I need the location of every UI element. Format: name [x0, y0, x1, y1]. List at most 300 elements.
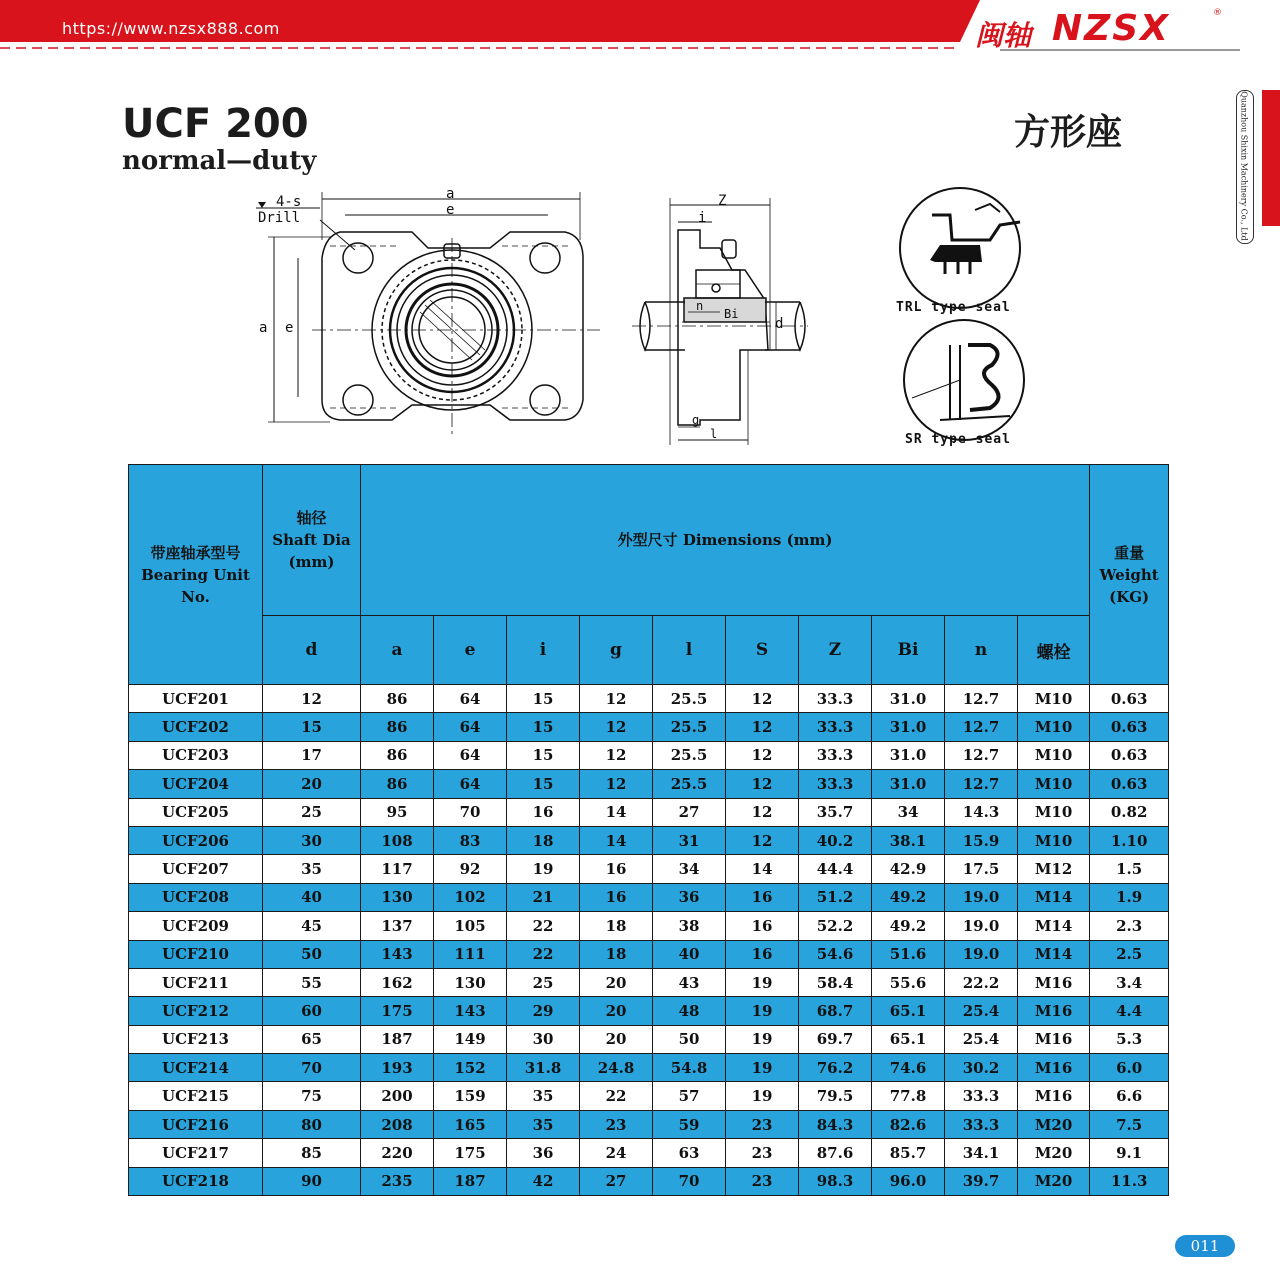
table-cell: 20 — [263, 770, 361, 798]
table-cell: 64 — [434, 770, 507, 798]
table-cell: 30 — [263, 826, 361, 854]
table-cell: 50 — [263, 940, 361, 968]
table-cell: 82.6 — [872, 1110, 945, 1138]
table-cell: 57 — [653, 1082, 726, 1110]
table-cell: 165 — [434, 1110, 507, 1138]
header-bearing-unit-en: Bearing Unit — [141, 565, 250, 584]
table-cell: M16 — [1018, 968, 1090, 996]
table-cell: 12 — [580, 770, 653, 798]
table-cell: 14 — [726, 855, 799, 883]
table-cell: 19.0 — [945, 883, 1018, 911]
model-cell: UCF213 — [129, 1025, 263, 1053]
table-cell: M20 — [1018, 1139, 1090, 1167]
table-cell: 33.3 — [799, 741, 872, 769]
table-cell: 34 — [653, 855, 726, 883]
header-weight-unit: (KG) — [1109, 587, 1150, 606]
table-cell: 12 — [726, 713, 799, 741]
table-cell: 137 — [361, 912, 434, 940]
table-cell: M14 — [1018, 940, 1090, 968]
model-cell: UCF217 — [129, 1139, 263, 1167]
table-cell: 86 — [361, 713, 434, 741]
table-cell: 15 — [507, 770, 580, 798]
table-row — [129, 1082, 1169, 1110]
table-cell: 19.0 — [945, 912, 1018, 940]
table-cell: 52.2 — [799, 912, 872, 940]
table-cell: 33.3 — [945, 1082, 1018, 1110]
model-cell: UCF207 — [129, 855, 263, 883]
table-cell: 14.3 — [945, 798, 1018, 826]
table-cell: 54.8 — [653, 1054, 726, 1082]
table-cell: M10 — [1018, 826, 1090, 854]
table-cell: 12 — [580, 741, 653, 769]
table-cell: 33.3 — [799, 770, 872, 798]
table-cell: 86 — [361, 685, 434, 713]
table-cell: 31 — [653, 826, 726, 854]
table-row — [129, 1110, 1169, 1138]
table-cell: 4.4 — [1090, 997, 1169, 1025]
table-cell: 59 — [653, 1110, 726, 1138]
table-cell: 74.6 — [872, 1054, 945, 1082]
table-cell: 31.0 — [872, 741, 945, 769]
sr-seal-label: SR type seal — [905, 432, 1011, 447]
table-cell: 20 — [580, 1025, 653, 1053]
model-cell: UCF205 — [129, 798, 263, 826]
table-cell: 30.2 — [945, 1054, 1018, 1082]
subheader-a: a — [361, 616, 434, 685]
model-cell: UCF210 — [129, 940, 263, 968]
table-cell: 40 — [263, 883, 361, 911]
model-cell: UCF202 — [129, 713, 263, 741]
table-cell: 162 — [361, 968, 434, 996]
page-subtitle: normal—duty — [122, 146, 317, 176]
table-row — [129, 997, 1169, 1025]
dim-label-holes: 4-s — [276, 194, 302, 210]
table-cell: 0.63 — [1090, 741, 1169, 769]
table-cell: 65.1 — [872, 997, 945, 1025]
dim-label-g: g — [692, 413, 700, 427]
subheader-n: n — [945, 616, 1018, 685]
table-cell: 12.7 — [945, 685, 1018, 713]
table-cell: 95 — [361, 798, 434, 826]
table-cell: 44.4 — [799, 855, 872, 883]
table-cell: 0.82 — [1090, 798, 1169, 826]
model-cell: UCF212 — [129, 997, 263, 1025]
table-cell: 42.9 — [872, 855, 945, 883]
header-dimensions: 外型尺寸 Dimensions (mm) — [361, 465, 1090, 616]
table-cell: 35.7 — [799, 798, 872, 826]
table-cell: 17 — [263, 741, 361, 769]
table-cell: 111 — [434, 940, 507, 968]
table-cell: 208 — [361, 1110, 434, 1138]
table-cell: 70 — [653, 1167, 726, 1195]
table-cell: 33.3 — [799, 713, 872, 741]
table-cell: 17.5 — [945, 855, 1018, 883]
table-cell: 12 — [726, 770, 799, 798]
table-cell: 16 — [726, 883, 799, 911]
table-cell: 50 — [653, 1025, 726, 1053]
dim-label-e-left: e — [285, 320, 294, 336]
table-cell: 43 — [653, 968, 726, 996]
table-cell: 117 — [361, 855, 434, 883]
table-cell: 38 — [653, 912, 726, 940]
table-cell: M10 — [1018, 713, 1090, 741]
table-cell: 12 — [726, 826, 799, 854]
table-cell: 19 — [507, 855, 580, 883]
model-cell: UCF216 — [129, 1110, 263, 1138]
table-cell: 14 — [580, 798, 653, 826]
model-cell: UCF215 — [129, 1082, 263, 1110]
table-cell: 29 — [507, 997, 580, 1025]
table-cell: 25.5 — [653, 741, 726, 769]
header-weight-cn: 重量 — [1114, 543, 1145, 562]
table-cell: 7.5 — [1090, 1110, 1169, 1138]
table-cell: 60 — [263, 997, 361, 1025]
table-cell: 27 — [653, 798, 726, 826]
table-cell: 12.7 — [945, 741, 1018, 769]
table-cell: 220 — [361, 1139, 434, 1167]
dim-label-a-top: a — [446, 186, 455, 202]
table-cell: 23 — [726, 1139, 799, 1167]
subheader-g: g — [580, 616, 653, 685]
table-cell: 38.1 — [872, 826, 945, 854]
table-cell: 33.3 — [799, 685, 872, 713]
table-cell: 69.7 — [799, 1025, 872, 1053]
table-cell: 48 — [653, 997, 726, 1025]
header-bearing-unit-no: No. — [181, 587, 210, 606]
model-cell: UCF214 — [129, 1054, 263, 1082]
table-cell: 49.2 — [872, 883, 945, 911]
table-cell: 12 — [726, 798, 799, 826]
table-cell: 77.8 — [872, 1082, 945, 1110]
table-cell: 16 — [580, 855, 653, 883]
table-cell: 20 — [580, 968, 653, 996]
table-cell: 23 — [580, 1110, 653, 1138]
table-cell: 25.4 — [945, 997, 1018, 1025]
table-cell: 96.0 — [872, 1167, 945, 1195]
table-cell: 16 — [580, 883, 653, 911]
table-cell: 64 — [434, 685, 507, 713]
table-row — [129, 1167, 1169, 1195]
table-row — [129, 770, 1169, 798]
table-cell: M16 — [1018, 1082, 1090, 1110]
table-cell: 51.6 — [872, 940, 945, 968]
table-cell: 22 — [507, 912, 580, 940]
model-cell: UCF211 — [129, 968, 263, 996]
table-cell: 63 — [653, 1139, 726, 1167]
table-cell: 22.2 — [945, 968, 1018, 996]
page-title: UCF 200 — [122, 101, 309, 147]
table-row — [129, 685, 1169, 713]
table-cell: 92 — [434, 855, 507, 883]
table-cell: 15 — [263, 713, 361, 741]
table-cell: 2.5 — [1090, 940, 1169, 968]
table-cell: 15 — [507, 741, 580, 769]
table-cell: M12 — [1018, 855, 1090, 883]
table-cell: 24.8 — [580, 1054, 653, 1082]
table-cell: 6.0 — [1090, 1054, 1169, 1082]
model-cell: UCF201 — [129, 685, 263, 713]
table-cell: 25 — [507, 968, 580, 996]
dim-label-l: l — [710, 427, 718, 441]
table-cell: 18 — [580, 912, 653, 940]
table-cell: 12 — [580, 685, 653, 713]
table-cell: 31.0 — [872, 685, 945, 713]
side-red-tab — [1262, 90, 1280, 226]
dim-label-z: Z — [718, 193, 727, 209]
table-cell: 27 — [580, 1167, 653, 1195]
header-shaft-unit: (mm) — [288, 553, 335, 571]
table-cell: 25.4 — [945, 1025, 1018, 1053]
table-cell: 31.0 — [872, 770, 945, 798]
table-cell: 55.6 — [872, 968, 945, 996]
table-cell: 36 — [507, 1139, 580, 1167]
table-cell: 0.63 — [1090, 770, 1169, 798]
table-cell: 70 — [434, 798, 507, 826]
front-view-drawing — [256, 192, 600, 438]
subheader-e: e — [434, 616, 507, 685]
model-cell: UCF218 — [129, 1167, 263, 1195]
table-cell: 75 — [263, 1082, 361, 1110]
table-cell: 87.6 — [799, 1139, 872, 1167]
header-bearing-unit — [129, 465, 263, 685]
table-cell: 70 — [263, 1054, 361, 1082]
table-cell: M14 — [1018, 912, 1090, 940]
page-number: 011 — [1175, 1235, 1235, 1257]
table-cell: M10 — [1018, 798, 1090, 826]
table-cell: 64 — [434, 713, 507, 741]
table-cell: 12 — [263, 685, 361, 713]
table-cell: 200 — [361, 1082, 434, 1110]
table-cell: 16 — [726, 912, 799, 940]
table-cell: 187 — [361, 1025, 434, 1053]
table-cell: 9.1 — [1090, 1139, 1169, 1167]
table-cell: 105 — [434, 912, 507, 940]
table-row — [129, 798, 1169, 826]
table-cell: 55 — [263, 968, 361, 996]
table-cell: 86 — [361, 770, 434, 798]
table-cell: 1.10 — [1090, 826, 1169, 854]
subheader-l: l — [653, 616, 726, 685]
table-cell: M16 — [1018, 1054, 1090, 1082]
subheader-bi: Bi — [872, 616, 945, 685]
table-cell: 35 — [263, 855, 361, 883]
subheader-bolt: 螺栓 — [1018, 616, 1090, 685]
table-cell: 83 — [434, 826, 507, 854]
table-cell: 25 — [263, 798, 361, 826]
table-cell: 40.2 — [799, 826, 872, 854]
table-cell: 11.3 — [1090, 1167, 1169, 1195]
table-cell: 35 — [507, 1110, 580, 1138]
table-cell: 15.9 — [945, 826, 1018, 854]
trl-seal-label: TRL type seal — [896, 300, 1011, 315]
table-cell: M20 — [1018, 1110, 1090, 1138]
table-cell: 19 — [726, 968, 799, 996]
table-cell: 3.4 — [1090, 968, 1169, 996]
table-cell: 98.3 — [799, 1167, 872, 1195]
dim-label-n: n — [696, 299, 704, 313]
header-weight-en: Weight — [1099, 565, 1159, 584]
spec-table-body — [129, 685, 1169, 1196]
dim-label-d: d — [775, 316, 784, 332]
table-cell: 76.2 — [799, 1054, 872, 1082]
table-cell: 143 — [434, 997, 507, 1025]
table-cell: 18 — [507, 826, 580, 854]
table-cell: 16 — [507, 798, 580, 826]
table-cell: 25.5 — [653, 713, 726, 741]
table-cell: 12 — [726, 741, 799, 769]
table-cell: 19 — [726, 1025, 799, 1053]
table-cell: 85.7 — [872, 1139, 945, 1167]
table-cell: 36 — [653, 883, 726, 911]
table-cell: 42 — [507, 1167, 580, 1195]
table-cell: 130 — [434, 968, 507, 996]
table-row — [129, 1054, 1169, 1082]
brand-logo-cn: 闽轴 — [975, 19, 1032, 52]
table-cell: 86 — [361, 741, 434, 769]
sr-seal-detail — [904, 320, 1024, 440]
header-shaft-cn: 轴径 — [296, 509, 327, 527]
header-bearing-unit-cn: 带座轴承型号 — [150, 543, 241, 562]
table-cell: 40 — [653, 940, 726, 968]
table-cell: 235 — [361, 1167, 434, 1195]
table-row — [129, 968, 1169, 996]
table-cell: 2.3 — [1090, 912, 1169, 940]
table-cell: M14 — [1018, 883, 1090, 911]
table-cell: 19 — [726, 997, 799, 1025]
table-cell: M10 — [1018, 741, 1090, 769]
table-cell: 54.6 — [799, 940, 872, 968]
table-cell: 58.4 — [799, 968, 872, 996]
table-cell: 79.5 — [799, 1082, 872, 1110]
table-row — [129, 713, 1169, 741]
dim-label-drill: Drill — [258, 210, 301, 226]
table-cell: 20 — [580, 997, 653, 1025]
header-shaft-en: Shaft Dia — [272, 531, 351, 549]
subheader-i: i — [507, 616, 580, 685]
table-cell: 80 — [263, 1110, 361, 1138]
table-cell: 31.8 — [507, 1054, 580, 1082]
table-cell: 65 — [263, 1025, 361, 1053]
table-row — [129, 1139, 1169, 1167]
subheader-d: d — [263, 616, 361, 685]
technical-drawing — [240, 185, 1040, 450]
model-cell: UCF203 — [129, 741, 263, 769]
table-cell: 16 — [726, 940, 799, 968]
dim-label-e-top: e — [446, 202, 455, 218]
table-cell: 12 — [580, 713, 653, 741]
table-cell: 65.1 — [872, 1025, 945, 1053]
table-cell: 68.7 — [799, 997, 872, 1025]
trl-seal-detail — [900, 188, 1020, 308]
table-cell: 51.2 — [799, 883, 872, 911]
website-url[interactable]: https://www.nzsx888.com — [62, 19, 280, 38]
table-cell: 175 — [434, 1139, 507, 1167]
table-cell: 21 — [507, 883, 580, 911]
table-cell: 31.0 — [872, 713, 945, 741]
front-view-labels — [258, 186, 454, 336]
header-shaft-dia — [263, 465, 361, 616]
model-cell: UCF206 — [129, 826, 263, 854]
table-cell: 15 — [507, 713, 580, 741]
header-weight — [1090, 465, 1169, 685]
model-cell: UCF204 — [129, 770, 263, 798]
table-cell: 35 — [507, 1082, 580, 1110]
table-cell: 12.7 — [945, 713, 1018, 741]
subheader-z: Z — [799, 616, 872, 685]
table-row — [129, 826, 1169, 854]
table-cell: 30 — [507, 1025, 580, 1053]
dim-label-i: i — [698, 210, 707, 226]
table-cell: 0.63 — [1090, 713, 1169, 741]
table-cell: 19 — [726, 1082, 799, 1110]
subheader-row — [129, 616, 1169, 685]
dim-label-bi: Bi — [724, 307, 739, 321]
table-cell: 22 — [580, 1082, 653, 1110]
table-cell: 6.6 — [1090, 1082, 1169, 1110]
table-cell: 12 — [726, 685, 799, 713]
table-row — [129, 912, 1169, 940]
registered-mark: ® — [1213, 8, 1222, 18]
table-cell: 193 — [361, 1054, 434, 1082]
table-cell: 25.5 — [653, 685, 726, 713]
table-cell: 130 — [361, 883, 434, 911]
table-cell: 22 — [507, 940, 580, 968]
table-cell: 18 — [580, 940, 653, 968]
table-cell: M16 — [1018, 1025, 1090, 1053]
table-cell: 90 — [263, 1167, 361, 1195]
table-row — [129, 1025, 1169, 1053]
table-cell: 152 — [434, 1054, 507, 1082]
table-cell: 108 — [361, 826, 434, 854]
table-cell: 39.7 — [945, 1167, 1018, 1195]
table-cell: 84.3 — [799, 1110, 872, 1138]
table-cell: 25.5 — [653, 770, 726, 798]
table-cell: 143 — [361, 940, 434, 968]
table-cell: 149 — [434, 1025, 507, 1053]
spec-table — [128, 464, 1169, 1196]
subheader-s: S — [726, 616, 799, 685]
table-cell: 64 — [434, 741, 507, 769]
table-cell: 102 — [434, 883, 507, 911]
table-cell: 34.1 — [945, 1139, 1018, 1167]
table-cell: 14 — [580, 826, 653, 854]
table-cell: 23 — [726, 1110, 799, 1138]
table-cell: 23 — [726, 1167, 799, 1195]
table-row — [129, 855, 1169, 883]
brand-logo-en: NZSX — [1052, 8, 1170, 49]
table-cell: 1.5 — [1090, 855, 1169, 883]
table-row — [129, 940, 1169, 968]
table-cell: 12.7 — [945, 770, 1018, 798]
table-cell: M10 — [1018, 685, 1090, 713]
page-title-cn: 方形座 — [1014, 112, 1123, 153]
table-cell: 187 — [434, 1167, 507, 1195]
table-cell: M10 — [1018, 770, 1090, 798]
table-cell: 33.3 — [945, 1110, 1018, 1138]
table-cell: 45 — [263, 912, 361, 940]
table-cell: 15 — [507, 685, 580, 713]
table-row — [129, 883, 1169, 911]
dim-label-a-left: a — [259, 320, 268, 336]
table-cell: 175 — [361, 997, 434, 1025]
table-cell: 5.3 — [1090, 1025, 1169, 1053]
table-cell: 34 — [872, 798, 945, 826]
model-cell: UCF208 — [129, 883, 263, 911]
table-cell: 159 — [434, 1082, 507, 1110]
table-cell: 1.9 — [1090, 883, 1169, 911]
table-cell: 85 — [263, 1139, 361, 1167]
table-cell: 19 — [726, 1054, 799, 1082]
